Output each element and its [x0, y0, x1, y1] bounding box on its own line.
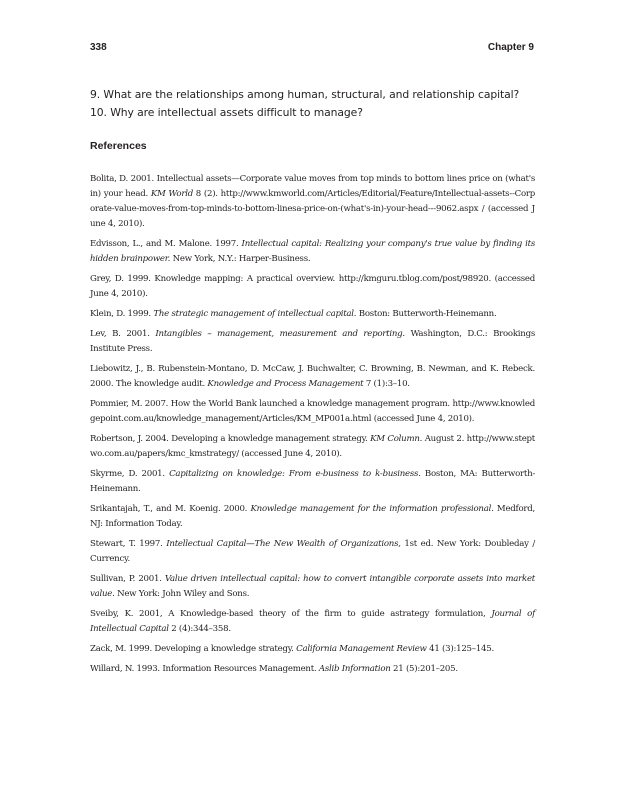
question-9: 9. What are the relationships among human, structural, and relationship capital? [90, 88, 520, 101]
question-10: 10. Why are intellectual assets difficult to manage? [90, 106, 363, 119]
page-number: 338 [90, 42, 107, 53]
reference-item: Edvisson, L., and M. Malone. 1997. Intellectual capital: Realizing your company's true value by finding its hidden brainpower. New York, N.Y.: Harper-Business. [90, 239, 535, 264]
reference-item: Lev, B. 2001. Intangibles – management, measurement and reporting. Washington, D.C.: Brookings Institute Press. [90, 329, 535, 354]
reference-item: Bolita, D. 2001. Intellectual assets—Corporate value moves from top minds to bottom lines price on (what's in) your head. KM World 8 (2). http://www.kmworld.com/Articles/Editorial/Feature/Intellectual-assets--Corporate-value-moves-from-top-minds-to-bottom-linesa-price-on-(what's-in)-your-head---9062.aspx / (accessed June 4, 2010). [90, 174, 535, 229]
references-heading: References [90, 140, 147, 152]
reference-item: Willard, N. 1993. Information Resources Management. Aslib Information 21 (5):201–205. [90, 664, 458, 674]
reference-item: Skyrme, D. 2001. Capitalizing on knowledge: From e-business to k-business. Boston, MA: Butterworth-Heinemann. [90, 469, 536, 494]
reference-item: Zack, M. 1999. Developing a knowledge strategy. California Management Review 41 (3):125–145. [90, 644, 494, 654]
chapter-label: Chapter 9 [487, 42, 534, 53]
reference-item: Liebowitz, J., B. Rubenstein-Montano, D. McCaw, J. Buchwalter, C. Browning, B. Newman, and K. Rebeck. 2000. The knowledge audit. Knowledge and Process Management 7 (1):3–10. [90, 364, 535, 389]
reference-item: Stewart, T. 1997. Intellectual Capital—The New Wealth of Organizations, 1st ed. New York: Doubleday / Currency. [90, 539, 535, 564]
reference-item: Srikantajah, T., and M. Koenig. 2000. Knowledge management for the information professional. Medford, NJ: Information Today. [90, 504, 535, 529]
reference-item: Klein, D. 1999. The strategic management of intellectual capital. Boston: Butterworth-Heinemann. [90, 309, 497, 319]
reference-item: Robertson, J. 2004. Developing a knowledge management strategy. KM Column. August 2. http://www.steptwo.com.au/papers/kmc_kmstrategy/ (accessed June 4, 2010). [90, 434, 535, 459]
reference-item: Grey, D. 1999. Knowledge mapping: A practical overview. http://kmguru.tblog.com/post/98920. (accessed June 4, 2010). [90, 274, 535, 299]
reference-list [90, 172, 535, 682]
reference-item: Sveiby, K. 2001, A Knowledge-based theory of the firm to guide astrategy formulation, Journal of Intellectual Capital 2 (4):344–358. [90, 609, 535, 634]
reference-item: Pommier, M. 2007. How the World Bank launched a knowledge management program. http://www.knowledgepoint.com.au/knowledge_management/Articles/KM_MP001a.html (accessed June 4, 2010). [90, 399, 535, 424]
reference-item: Sullivan, P. 2001. Value driven intellectual capital: how to convert intangible corporate assets into market value. New York: John Wiley and Sons. [90, 574, 535, 599]
review-questions [90, 86, 540, 122]
